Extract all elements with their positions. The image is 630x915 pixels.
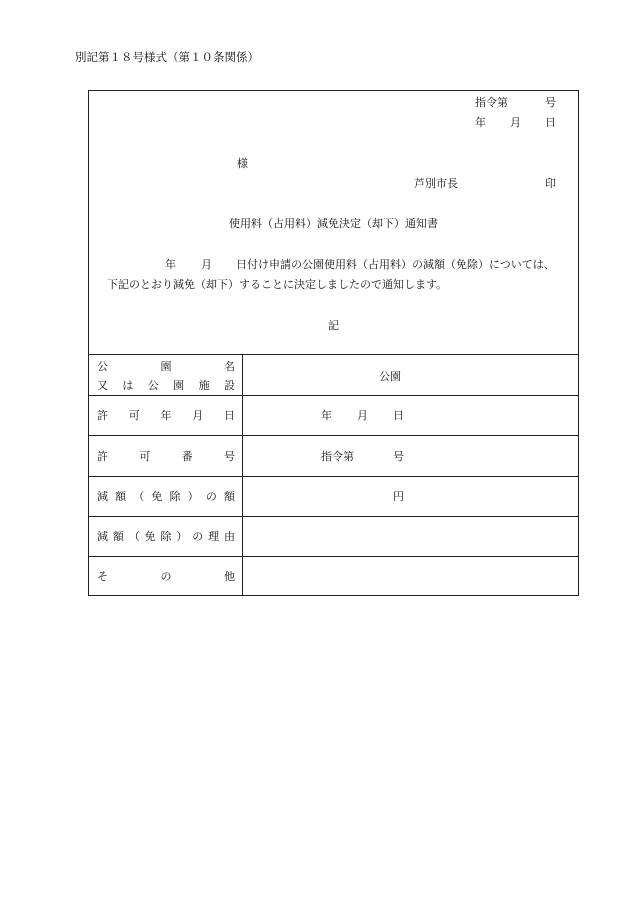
issue-number-suffix: 号 [545,96,556,109]
row-value-permit-prefix: 指令第 [321,450,354,463]
row-label-permit-date: 許 可 年 月 日 [97,409,235,422]
issue-date-month: 月 [510,116,521,129]
issue-number-prefix: 指令第 [475,96,508,109]
row-label-park-facility: 又 は 公 園 施 設 [97,379,235,392]
notice-title: 使用料（占用料）減免決定（却下）通知書 [229,217,438,230]
row-value-month: 月 [357,409,368,422]
row-label-permit-number: 許 可 番 号 [97,450,235,463]
row-value-day: 日 [393,409,404,422]
table-row-rule [89,476,578,477]
row-value-yen: 円 [393,490,404,503]
table-row-rule [89,395,578,396]
row-label-park-name: 公 園 名 [97,360,235,373]
notice-form [88,90,579,596]
table-row-rule [89,516,578,517]
row-value-year: 年 [321,409,332,422]
row-label-reduction-amount: 減 額 （ 免 除 ） の 額 [97,490,235,503]
table-row-rule [89,435,578,436]
table-row-rule [89,556,578,557]
body-year: 年 [165,258,176,271]
table-column-rule [242,354,243,595]
body-month: 月 [201,258,212,271]
body-line1-text: 日付け申請の公園使用料（占用料）の減額（免除）については、 [236,258,555,271]
issuer-name: 芦別市長 [414,177,458,190]
table-top-rule [89,354,578,355]
issue-date-year: 年 [475,116,486,129]
row-label-reduction-reason: 減 額 （ 免 除 ） の 理 由 [97,530,235,543]
row-label-other: そ の 他 [97,570,235,583]
seal-mark: 印 [545,177,556,190]
addressee-honorific: 様 [237,157,248,170]
issue-date-day: 日 [545,116,556,129]
row-value-park: 公園 [379,370,401,383]
body-line2-text: 下記のとおり減免（却下）することに決定しましたので通知します。 [107,278,448,291]
row-value-permit-suffix: 号 [393,450,404,463]
ki-heading: 記 [328,319,339,332]
form-number-title: 別記第１８号様式（第１０条関係） [75,50,259,64]
